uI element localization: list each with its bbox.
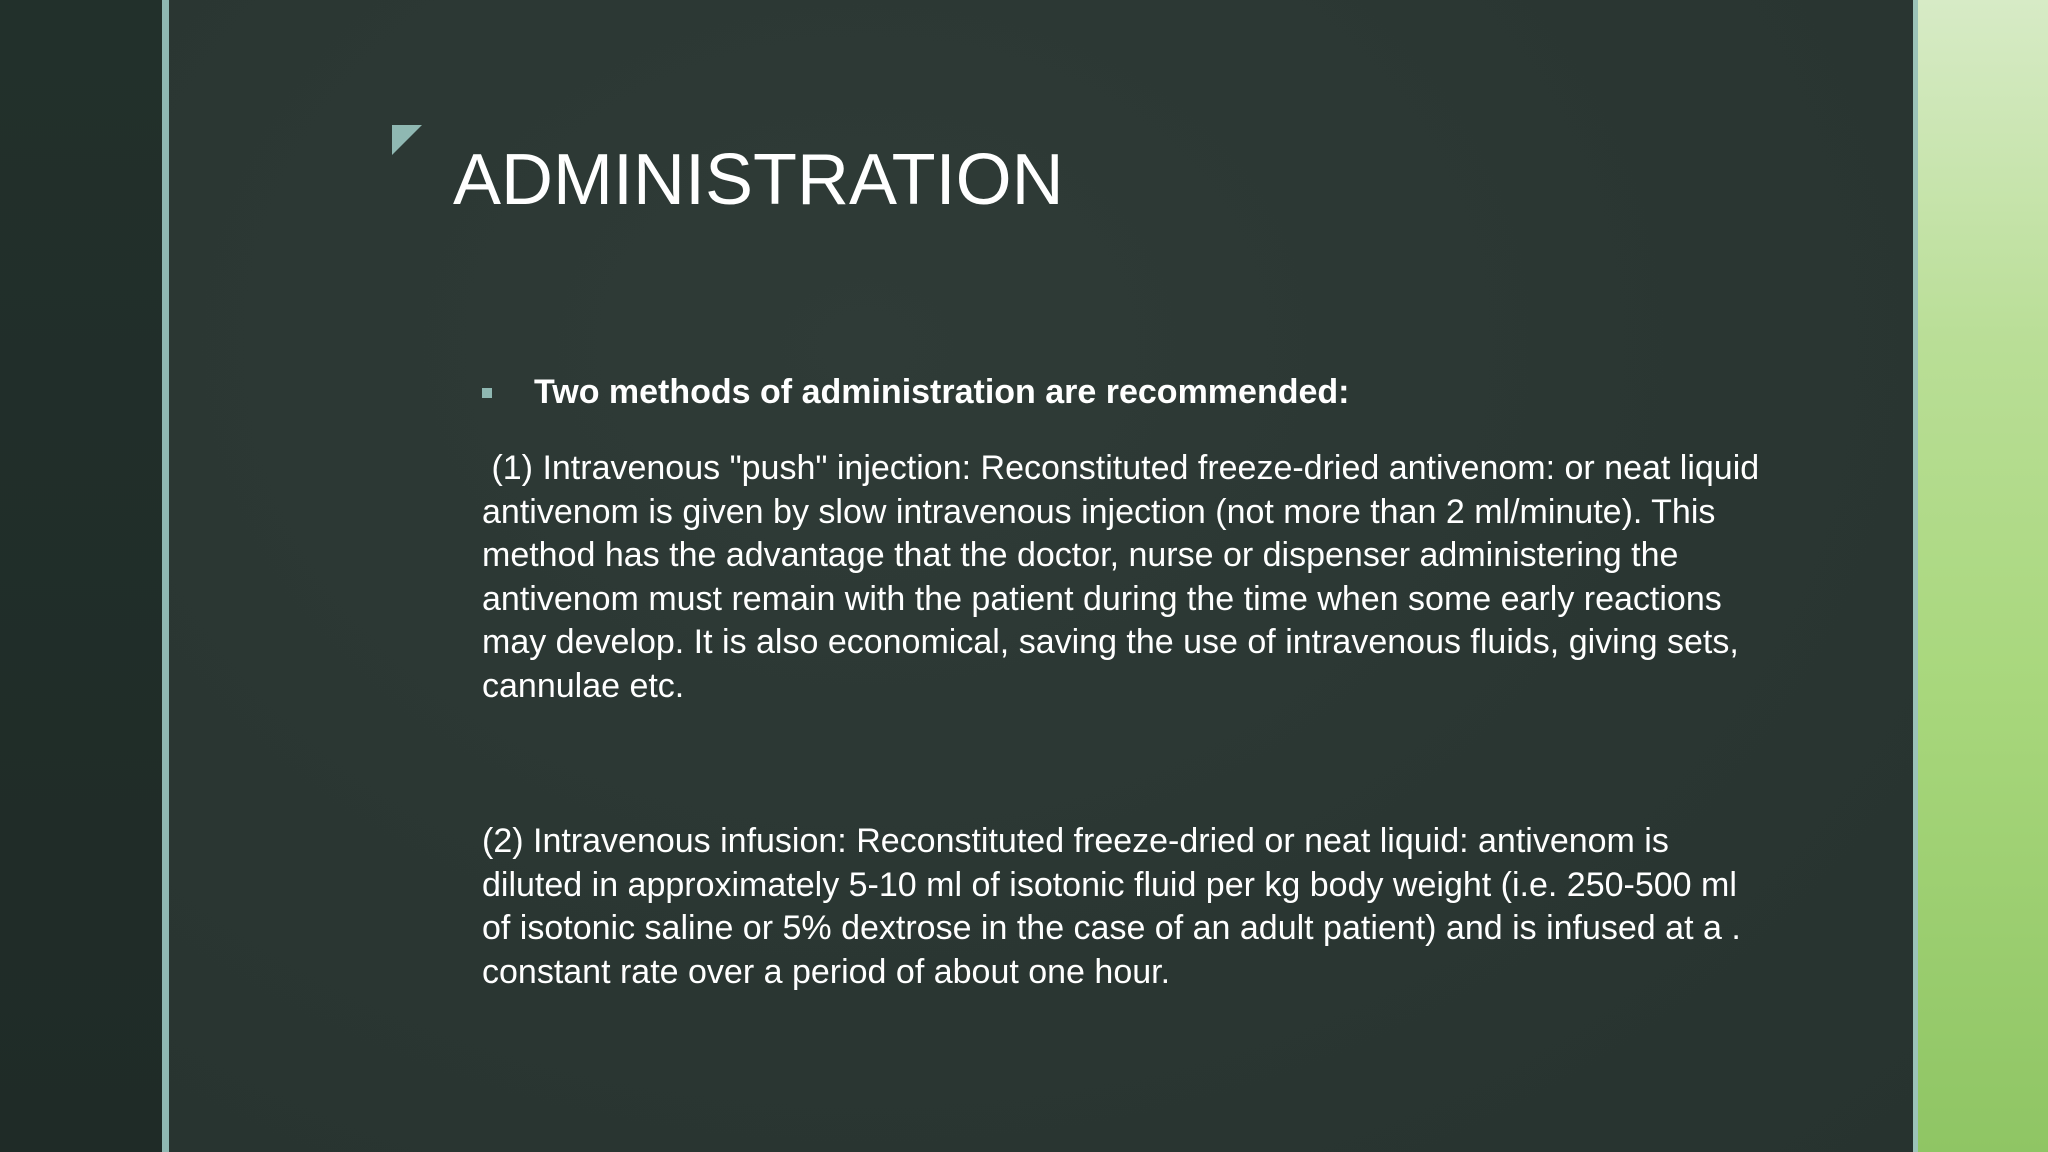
slide-title: ADMINISTRATION [453,140,1064,220]
paragraph-infusion: (2) Intravenous infusion: Reconstituted freeze-dried or neat liquid: antivenom is diluted in approximately 5-10 ml of isotonic fluid per kg body weight (i.e. 250-500 ml of isotonic saline or 5% dextrose in the case of an adult patient) and is infused at a . constant rate over a period of about one hour. [482,822,1751,991]
right-decorative-band [1918,0,2048,1152]
bullet-text: Two methods of administration are recommended: [534,373,1350,411]
corner-triangle-icon [392,125,422,155]
left-accent-line [162,0,169,1152]
left-band [0,0,162,1152]
paragraph-push-injection: (1) Intravenous "push" injection: Reconstituted freeze-dried antivenom: or neat liquid antivenom is given by slow intravenous injection (not more than 2 ml/minute). This method has the advantage that the doctor, nurse or dispenser administering the antivenom must remain with the patient during the time when some early reactions may develop. It is also economical, saving the use of intravenous fluids, giving sets, cannulae etc. [482,449,1769,705]
square-bullet-icon [482,388,492,398]
bullet-item [482,368,1350,416]
